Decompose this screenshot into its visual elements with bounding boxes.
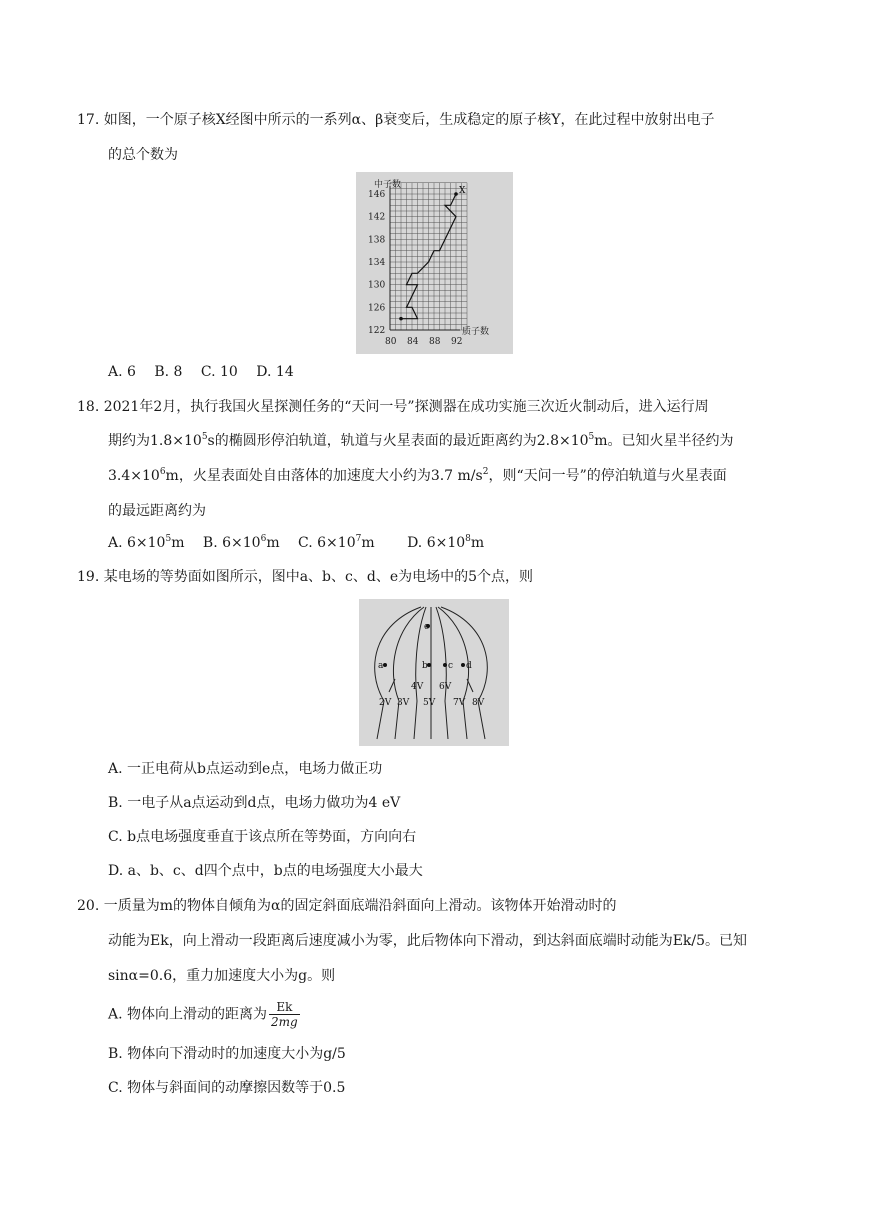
q19-label-2v: 2V [379,698,392,708]
q18-stem-line3: $3.4\times 10^6m$，火星表面处自由落体的加速度大小约为3.7 $m/s^2$，则“天问一号”的停泊轨道与火星表面 [108,467,727,484]
q19-option-a: A. 一正电荷从b点运动到e点，电场力做正功 [108,761,383,777]
q17-ytick-label: 134 [368,258,386,268]
q20-option-c: C. 物体与斜面间的动摩擦因数等于0.5 [108,1080,346,1096]
q17-options: A. 6 B. 8 C. 10 D. 14 [108,364,294,380]
q19-label-4v: 4V [411,682,424,692]
q19-label-5v: 5V [423,698,436,708]
q17-xtick-label: 80 [385,337,397,347]
q17-path-point [454,192,458,196]
q19-label-8v: 8V [472,698,485,708]
q17-stem-line2: 的总个数为 [108,147,178,163]
q19-point-c: c [448,661,454,671]
q19-equipotential-figure [359,599,509,746]
q18-stem-line4: 的最远距离约为 [108,503,206,519]
q18-stem-line1: 18. 2021年2月，执行我国火星探测任务的“天问一号”探测器在成功实施三次近火制动后，进入运行周 [77,399,709,415]
q17-point-x-label: X [459,186,466,196]
q17-ytick-label: 126 [368,303,386,314]
q17-xlabel: 质子数 [462,327,490,337]
q17-ytick-label: 122 [368,326,386,336]
q17-path-point [399,317,403,321]
q20-stem-line1: 20. 一质量为m的物体自倾角为α的固定斜面底端沿斜面向上滑动。该物体开始滑动时的 [77,898,617,914]
q19-point-b: b [422,661,428,671]
q19-stem: 19. 某电场的等势面如图所示，图中a、b、c、d、e为电场中的5个点，则 [77,569,534,585]
q17-ytick-label: 146 [368,190,386,200]
q20-stem-line3: sinα=0.6，重力加速度大小为g。则 [108,968,336,984]
q19-point-a: a [378,661,384,671]
q18-options: A. $6\times 10^5m$ B. $6\times 10^6m$ C. $6\times 10^7m$ D. $6\times 10^8m$ [108,534,485,551]
q17-xtick-label: 84 [407,337,419,347]
q20-fraction: $\frac{Ek}{2mg}$ [271,1000,298,1029]
q17-ytick-label: 142 [368,212,386,223]
q19-option-b: B. 一电子从a点运动到d点，电场力做功为4 eV [108,795,401,811]
q20-option-a: A. 物体向上滑动的距离为 $\frac{Ek}{2mg}$ [108,1000,298,1029]
q17-stem-line1: 17. 如图，一个原子核X经图中所示的一系列α、β衰变后，生成稳定的原子核Y，在此过程中放射出电子 [77,112,715,128]
q17-ytick-label: 130 [368,280,386,291]
q17-ytick-label: 138 [368,235,386,246]
q19-point-e: e [424,622,430,632]
q17-nuclide-chart [356,172,513,354]
q20-stem-line2: 动能为Ek，向上滑动一段距离后速度减小为零，此后物体向下滑动，到达斜面底端时动能为Ek/5。已知 [108,933,748,949]
q17-xtick-label: 92 [451,337,463,347]
q20-option-b: B. 物体向下滑动时的加速度大小为g/5 [108,1046,346,1062]
q17-ylabel: 中子数 [374,180,402,190]
q18-stem-line2: 期约为$1.8\times 10^5s$的椭圆形停泊轨道，轨道与火星表面的最近距离约为$2.8\times 10^5m$。已知火星半径约为 [108,432,734,449]
q19-label-7v: 7V [453,698,466,708]
q19-option-c: C. b点电场强度垂直于该点所在等势面，方向向右 [108,829,417,845]
q19-option-d: D. a、b、c、d四个点中，b点的电场强度大小最大 [108,863,423,879]
q17-xtick-label: 88 [429,337,441,347]
q19-point-d: d [466,661,472,671]
q19-label-6v: 6V [439,682,452,692]
q19-label-3v: 3V [397,698,410,708]
